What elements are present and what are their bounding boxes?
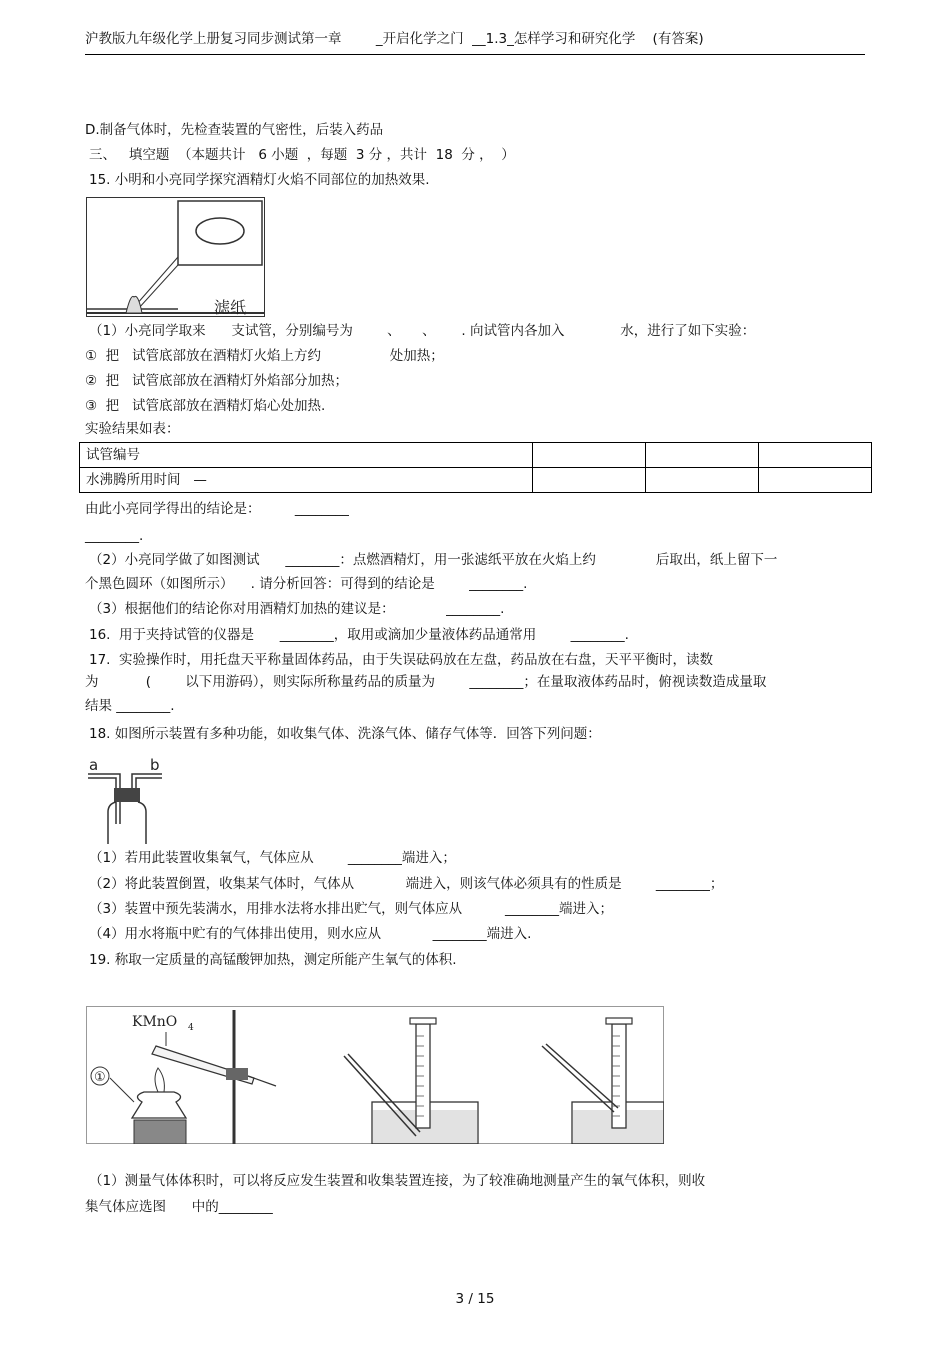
lamp-marker: ① [94, 1070, 106, 1085]
table-row [80, 443, 872, 468]
page-number: 3 / 15 [455, 1291, 495, 1307]
table-row [80, 468, 872, 493]
gas-bottle-figure [86, 752, 166, 844]
q17-cont2: 结果 ________. [85, 698, 175, 714]
q18-part2: （2）将此装置倒置，收集某气体时，气体从 端进入，则该气体必须具有的性质是 ________； [89, 876, 724, 892]
q15-step1: ① 把 试管底部放在酒精灯火焰上方约 处加热； [85, 348, 444, 364]
q17-cont: 为 ( 以下用游码），则实际所称量药品的质量为 ________；在量取液体药品时，俯视读数造成量取 [85, 674, 767, 690]
reagent-subscript: 4 [188, 1023, 194, 1033]
q18-part1: （1）若用此装置收集氧气，气体应从 ________端进入； [89, 850, 456, 866]
q15-stem: 15. 小明和小亮同学探究酒精灯火焰不同部位的加热效果. [89, 172, 430, 188]
tube-a-label: a [89, 756, 99, 774]
q19-part1-cont: 集气体应选图 中的________ [85, 1199, 273, 1215]
tube-b-label: b [150, 756, 160, 774]
reagent-label: KMnO [132, 1014, 178, 1030]
q15-part1: （1）小亮同学取来 支试管，分别编号为 、 、 . 向试管内各加入 水，进行了如下实验： [89, 323, 756, 339]
table-cell: 水沸腾所用时间 — [80, 468, 533, 493]
table-cell [759, 468, 872, 493]
page-header: 沪教版九年级化学上册复习同步测试第一章 _开启化学之门 __1.3_怎样学习和研究化学 (有答案) [85, 31, 704, 47]
filter-paper-label: 滤纸 [214, 298, 247, 317]
header-rule [85, 54, 865, 55]
q15-table-caption: 实验结果如表： [85, 421, 180, 437]
q15-conclusion: 由此小亮同学得出的结论是： ________ [85, 501, 349, 517]
table-cell [533, 468, 646, 493]
option-d: D.制备气体时，先检查装置的气密性，后装入药品 [85, 122, 384, 138]
q15-conclusion-blank: ________. [85, 528, 144, 544]
oxygen-collection-figure [86, 1006, 664, 1144]
q15-step3: ③ 把 试管底部放在酒精灯焰心处加热. [85, 398, 326, 414]
table-cell [759, 443, 872, 468]
table-cell [646, 468, 759, 493]
q18-part3: （3）装置中预先装满水，用排水法将水排出贮气，则气体应从 ________端进入； [89, 901, 614, 917]
results-table [79, 442, 872, 493]
q19: 19. 称取一定质量的高锰酸钾加热，测定所能产生氧气的体积. [89, 952, 457, 968]
filter-paper-figure [86, 197, 266, 317]
q16: 16. 用于夹持试管的仪器是 ________，取用或滴加少量液体药品通常用 ________. [89, 627, 629, 643]
q18: 18. 如图所示装置有多种功能，如收集气体、洗涤气体、储存气体等．回答下列问题： [89, 726, 601, 742]
table-cell: 试管编号 [80, 443, 533, 468]
table-cell [533, 443, 646, 468]
table-cell [646, 443, 759, 468]
q19-part1: （1）测量气体体积时，可以将反应发生装置和收集装置连接，为了较准确地测量产生的氧气体积，则收 [89, 1173, 706, 1189]
q15-step2: ② 把 试管底部放在酒精灯外焰部分加热； [85, 373, 349, 389]
section-title: 三、 填空题 （本题共计 6 小题 ，每题 3 分 ，共计 18 分 ， ） [89, 147, 515, 163]
q15-part2: （2）小亮同学做了如图测试 ________：点燃酒精灯，用一张滤纸平放在火焰上约 后取出，纸上留下一 [89, 552, 778, 568]
q17: 17. 实验操作时，用托盘天平称量固体药品，由于失误砝码放在左盘，药品放在右盘，天平平衡时，读数 [89, 652, 714, 668]
q15-part2-cont: 个黑色圆环（如图所示） . 请分析回答：可得到的结论是 ________. [85, 576, 528, 592]
q15-part3: （3）根据他们的结论你对用酒精灯加热的建议是： ________. [89, 601, 505, 617]
q18-part4: （4）用水将瓶中贮有的气体排出使用，则水应从 ________端进入. [89, 926, 532, 942]
